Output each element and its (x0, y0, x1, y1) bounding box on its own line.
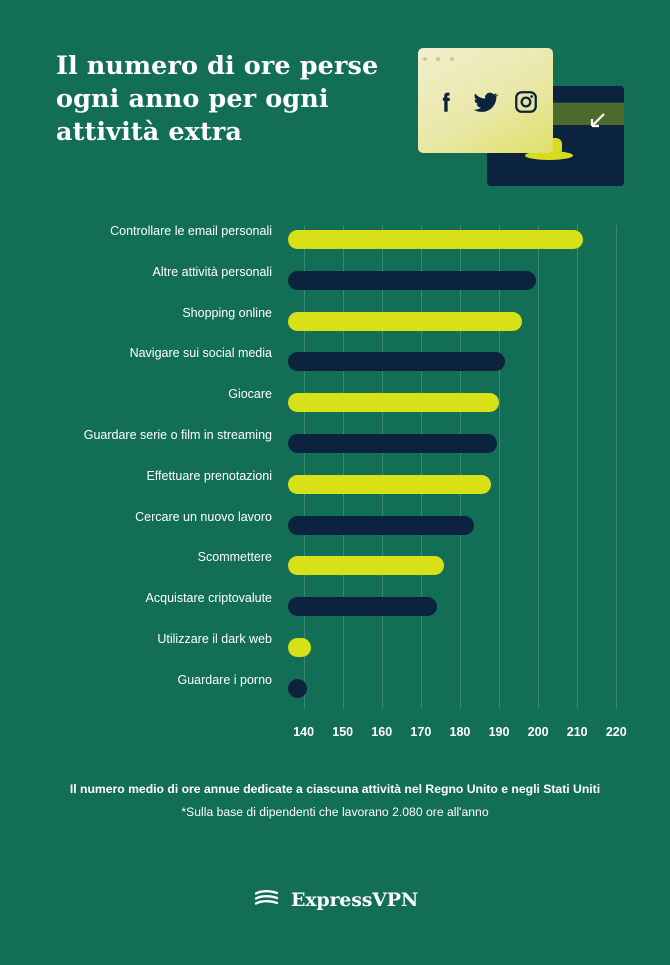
bar (288, 556, 444, 575)
bar (288, 475, 491, 494)
bar (288, 230, 583, 249)
gridline (460, 225, 461, 708)
footer-notes (0, 782, 670, 819)
x-axis-tick: 210 (566, 725, 588, 739)
bar-label: Guardare serie o film in streaming (83, 428, 272, 442)
bars-area (288, 205, 628, 725)
gridline (538, 225, 539, 708)
brand-lockup (0, 884, 670, 915)
bar (288, 597, 437, 616)
gridline (616, 225, 617, 708)
header (0, 0, 670, 205)
gridline (382, 225, 383, 708)
bar-chart (0, 205, 670, 765)
social-browser-card (418, 48, 553, 153)
gridline (499, 225, 500, 708)
bar (288, 352, 505, 371)
footer-note-primary: Il numero medio di ore annue dedicate a ciascuna attività nel Regno Unito e negli Stati Uniti (69, 782, 601, 796)
bar (288, 638, 311, 657)
x-axis-tick: 220 (605, 725, 627, 739)
header-illustration (410, 40, 640, 200)
x-axis-tick: 160 (371, 725, 393, 739)
gridline (577, 225, 578, 708)
window-dot-icon (450, 57, 454, 61)
gridline (304, 225, 305, 708)
x-axis-tick: 170 (410, 725, 432, 739)
footer-note-secondary: *Sulla base di dipendenti che lavorano 2.080 ore all'anno (181, 805, 489, 819)
facebook-icon (433, 89, 459, 115)
bar-label: Navigare sui social media (129, 346, 272, 361)
window-dot-icon (423, 57, 427, 61)
arrow-down-left-icon (583, 110, 609, 136)
bar-label: Cercare un nuovo lavoro (135, 509, 272, 524)
bar (288, 312, 522, 331)
bar-label: Shopping online (182, 305, 272, 320)
brand-name: ExpressVPN (291, 888, 418, 911)
gridline (421, 225, 422, 708)
social-icon-row (418, 72, 553, 132)
gridline (343, 225, 344, 708)
bar-label: Scommettere (197, 550, 272, 565)
page-title: Il numero di ore perse ogni anno per ogni attività extra (56, 51, 379, 147)
bar-label: Acquistare criptovalute (145, 591, 272, 606)
x-axis-tick: 200 (527, 725, 549, 739)
x-axis-tick: 140 (293, 725, 315, 739)
bar-label: Utilizzare il dark web (157, 632, 272, 646)
x-axis-tick: 180 (449, 725, 471, 739)
browser-titlebar (418, 48, 553, 64)
instagram-icon (513, 89, 539, 115)
bar-label: Altre attività personali (152, 264, 272, 279)
x-axis-tick: 150 (332, 725, 354, 739)
bar (288, 393, 499, 412)
x-axis-tick: 190 (488, 725, 510, 739)
x-axis (288, 725, 628, 749)
bar-label: Effettuare prenotazioni (146, 468, 272, 483)
bar-label: Giocare (228, 387, 272, 402)
bar (288, 434, 497, 453)
bar (288, 679, 307, 698)
bar (288, 516, 474, 535)
bar-label: Controllare le email personali (110, 224, 272, 238)
twitter-icon (472, 88, 500, 116)
expressvpn-logo-icon (252, 884, 282, 915)
bar (288, 271, 536, 290)
bar-label: Guardare i porno (177, 672, 272, 687)
window-dot-icon (436, 57, 440, 61)
